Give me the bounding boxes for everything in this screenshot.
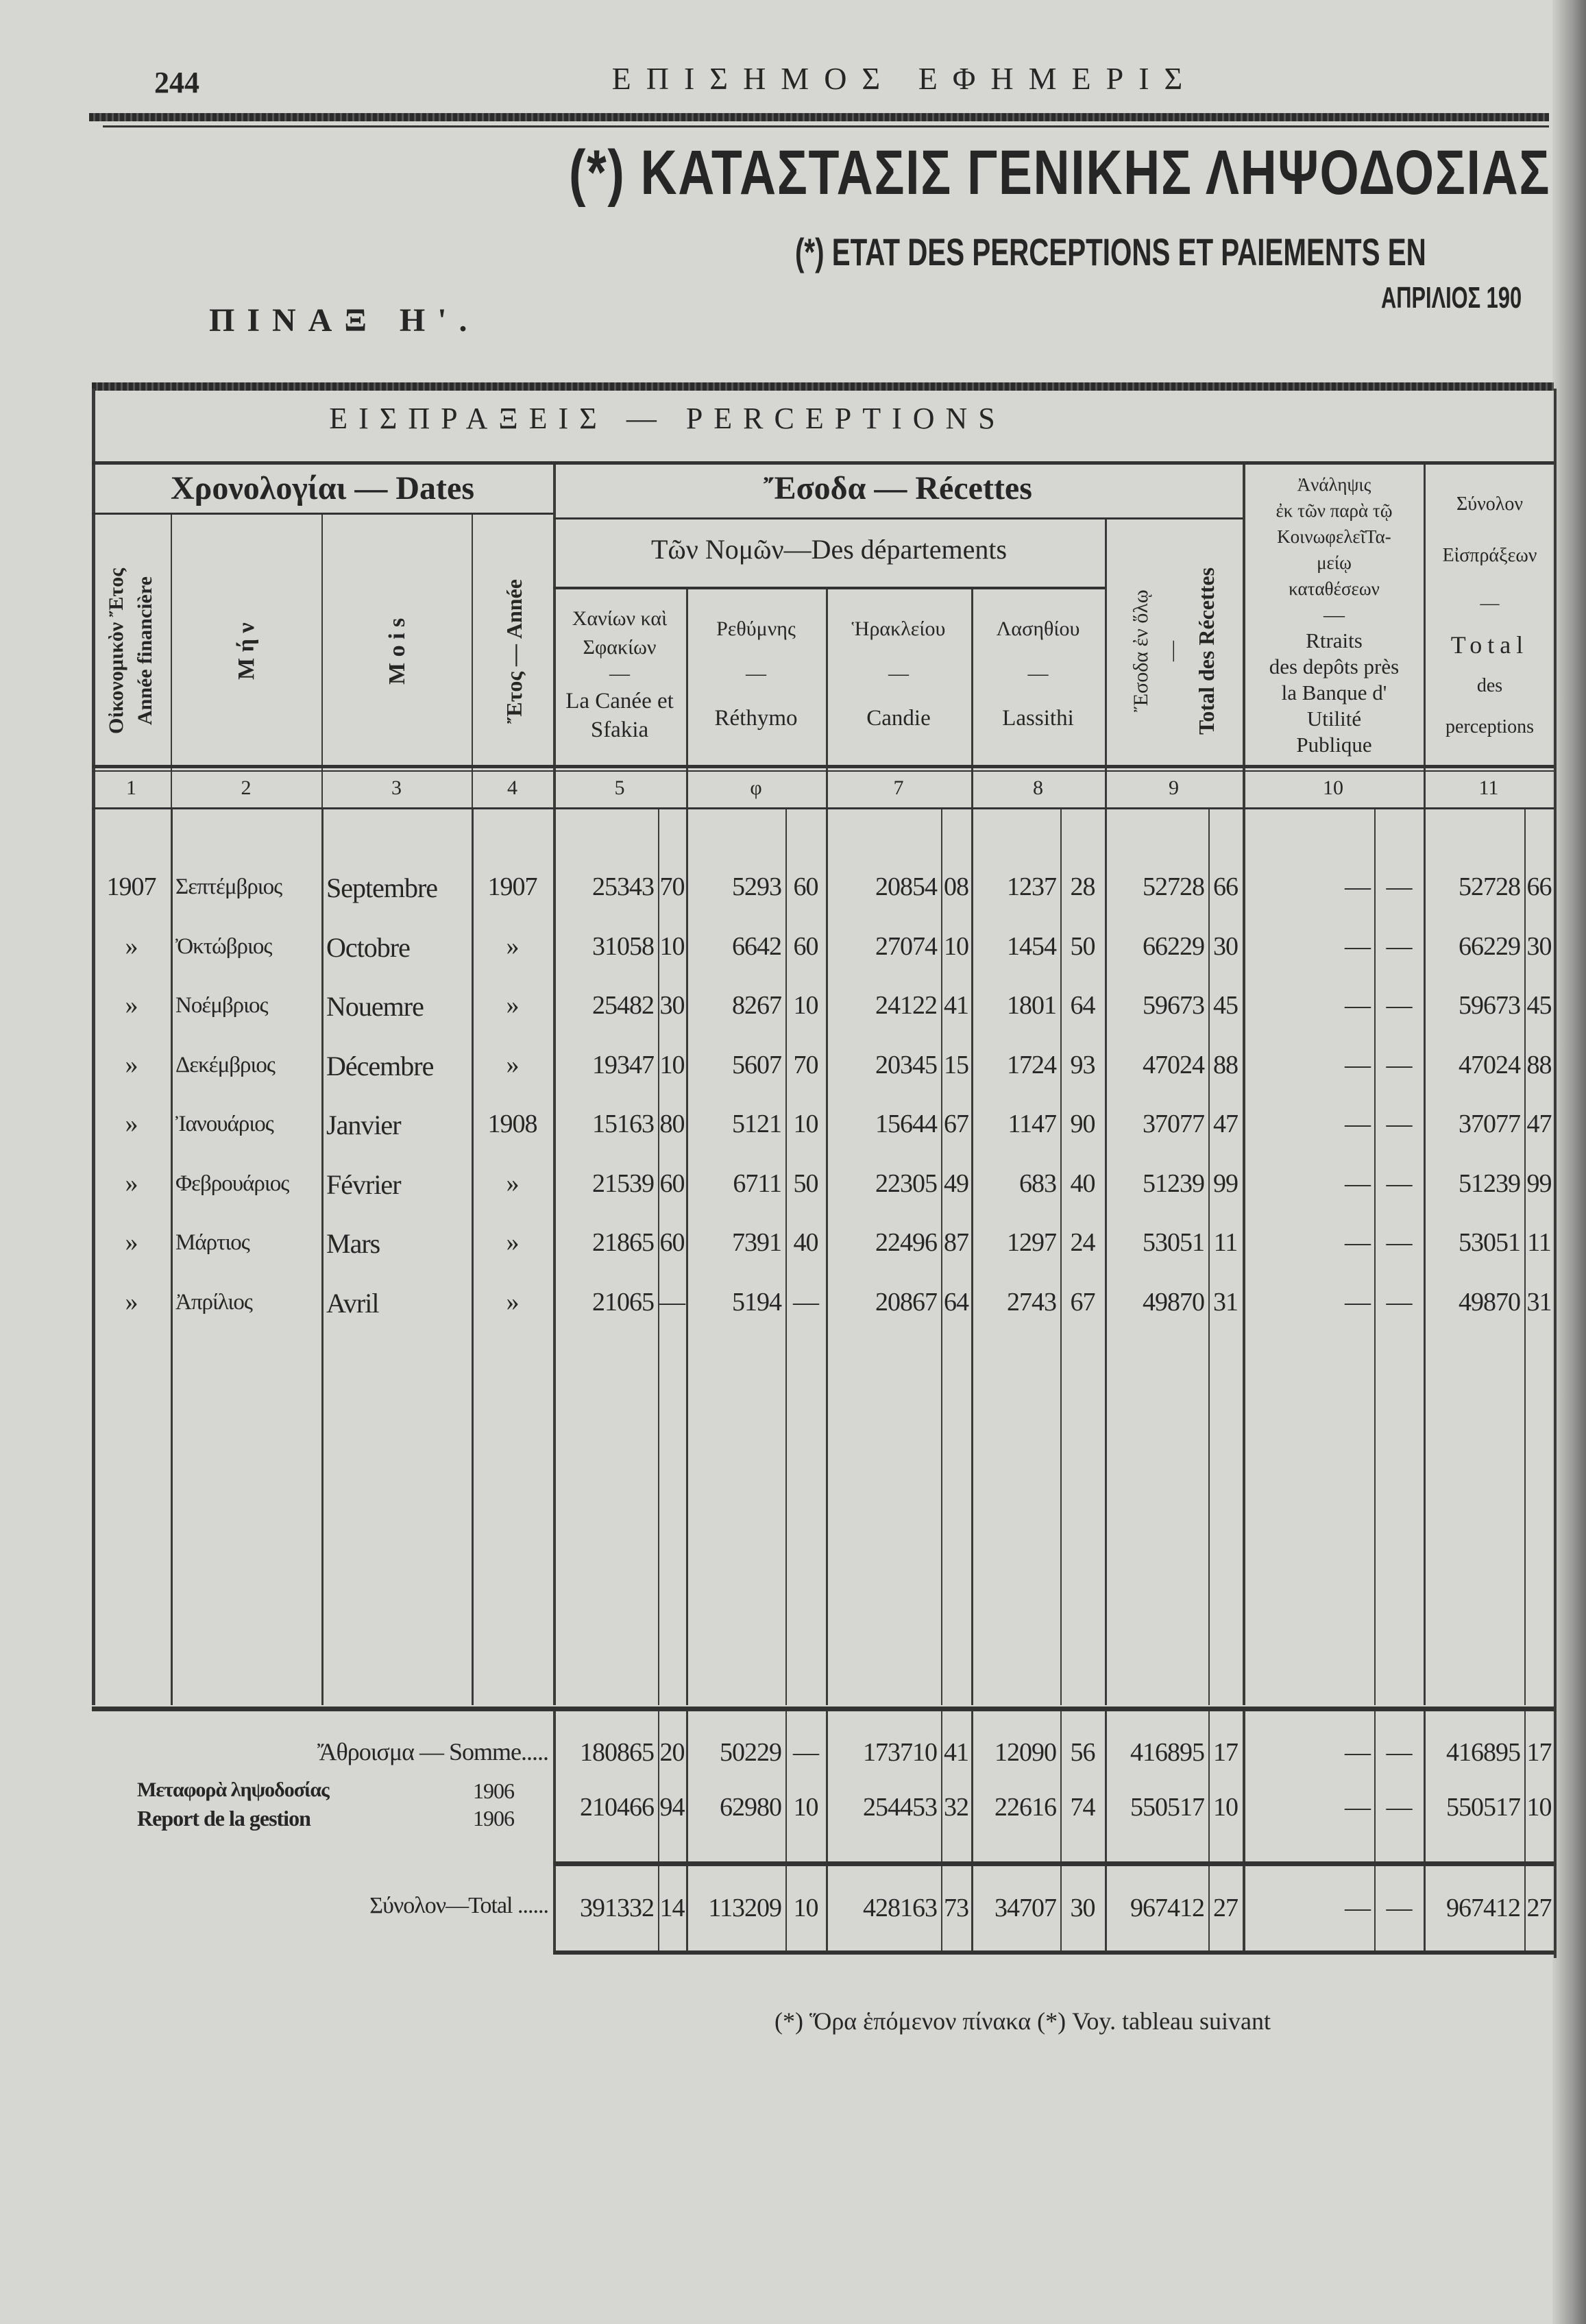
fiscal-year: 1907	[106, 872, 156, 901]
column-number: 8	[1033, 776, 1043, 799]
c8-amount: 1297	[1007, 1228, 1056, 1257]
c7-amount: 20867	[875, 1287, 937, 1317]
c11-cents: 10	[1526, 1793, 1552, 1822]
c7-amount: 20345	[875, 1050, 937, 1079]
c10-cents: —	[1386, 1793, 1412, 1822]
fiscal-year: »	[125, 1228, 138, 1257]
c5-amount: 180865	[580, 1738, 654, 1767]
col10-header-line: la Banque d'	[1281, 681, 1387, 705]
c9-cents: 45	[1213, 991, 1238, 1020]
report-label-greek: Μεταφορὰ ληψοδοσίας	[137, 1778, 329, 1801]
c6-amount: 62980	[720, 1793, 781, 1822]
c6-cents: 10	[793, 1110, 818, 1138]
c7-cents: 67	[944, 1110, 968, 1138]
col9-header-greek: Ἔσοδα ἐν ὅλῳ	[1130, 589, 1152, 713]
c6-amount: 113209	[708, 1894, 781, 1922]
col10-header-line: καταθέσεων	[1289, 578, 1380, 599]
month-french: Nouemre	[326, 991, 424, 1022]
c5-amount: 15163	[592, 1110, 654, 1138]
c6-cents: 10	[793, 1894, 818, 1922]
header-rule-thin	[103, 125, 1549, 127]
col10-header-line: ΚοινωφελεῖΤα-	[1277, 526, 1391, 547]
c8-amount: 34707	[995, 1894, 1056, 1922]
column-number: 7	[893, 776, 904, 799]
c6-cents: 60	[793, 872, 818, 901]
c10-cents: —	[1386, 1169, 1412, 1198]
col10-header-line: Publique	[1296, 733, 1372, 757]
c6-cents: 70	[793, 1050, 818, 1079]
c10-cents: —	[1386, 931, 1412, 961]
period-label: ΑΠΡΙΛΙΟΣ 190	[1381, 281, 1522, 315]
c10-amount: —	[1345, 1793, 1370, 1822]
table-left-border	[92, 389, 95, 1705]
month-french: Octobre	[326, 931, 410, 963]
c5-amount: 21539	[592, 1169, 654, 1198]
receipts-group-heading: Ἔσοδα — Récettes	[764, 470, 1032, 506]
c11-amount: 550517	[1446, 1793, 1520, 1822]
col1-header-greek: Οἰκονομικὸν Ἔτος	[105, 568, 127, 734]
c10-cents: —	[1386, 1050, 1412, 1079]
column-number: φ	[750, 776, 762, 799]
month-french: Février	[326, 1169, 401, 1200]
c6-cents: 10	[793, 1793, 818, 1822]
col10-header-line: Ἀνάληψις	[1297, 474, 1371, 495]
month-french: Septembre	[326, 872, 438, 903]
c11-cents: 45	[1526, 991, 1552, 1020]
month-greek: Ὀκτώβριος	[175, 933, 272, 959]
c5-cents: 94	[659, 1793, 685, 1822]
col9-header-dash: —	[1160, 641, 1183, 661]
c7-cents: 41	[944, 1738, 968, 1767]
col11-header-line: Σύνολον	[1456, 493, 1524, 515]
c11-amount: 49870	[1459, 1287, 1520, 1317]
col10-header-line: —	[1323, 602, 1345, 626]
col7-header-dash: —	[888, 662, 909, 685]
body-bottom-rule	[92, 1707, 1554, 1711]
c11-amount: 66229	[1459, 931, 1520, 961]
c9-amount: 416895	[1130, 1738, 1204, 1767]
fiscal-year: »	[125, 1110, 138, 1138]
c11-cents: 11	[1527, 1228, 1551, 1257]
c8-cents: 24	[1070, 1228, 1095, 1257]
c5-cents: 30	[659, 991, 685, 1020]
c9-amount: 66229	[1143, 931, 1204, 961]
c8-amount: 2743	[1007, 1287, 1056, 1317]
month-french: Mars	[326, 1228, 380, 1259]
c11-cents: 27	[1526, 1894, 1552, 1922]
c5-amount: 25482	[592, 991, 654, 1020]
c8-cents: 90	[1070, 1110, 1095, 1138]
c7-cents: 08	[944, 872, 968, 901]
c6-amount: 5194	[732, 1287, 781, 1317]
running-head: ΕΠΙΣΗΜΟΣ ΕΦΗΜΕΡΙΣ	[611, 61, 1198, 96]
col8-header-dash: —	[1027, 662, 1049, 685]
c7-amount: 428163	[863, 1894, 937, 1922]
c8-cents: 93	[1070, 1050, 1095, 1079]
c5-cents: 10	[659, 931, 685, 961]
table-right-border	[1554, 389, 1557, 1958]
col5-header-french: La Canée et	[565, 689, 674, 713]
c6-amount: 50229	[720, 1738, 781, 1767]
c8-cents: 40	[1070, 1169, 1095, 1198]
col11-header-line: perceptions	[1445, 716, 1535, 737]
col7-header-greek: Ἡρακλείου	[851, 617, 946, 640]
c6-amount: 6711	[733, 1169, 781, 1198]
c8-amount: 1724	[1007, 1050, 1056, 1079]
col10-header-line: Utilité	[1306, 707, 1362, 731]
column-number: 10	[1323, 776, 1343, 799]
col11-header-line: des	[1476, 675, 1503, 696]
c9-cents: 17	[1213, 1738, 1238, 1767]
c11-cents: 30	[1526, 931, 1552, 961]
col5-header-french: Sfakia	[590, 718, 649, 742]
receipts-group-rule	[553, 517, 1243, 519]
c9-cents: 11	[1213, 1228, 1238, 1257]
col6-header-dash: —	[746, 662, 766, 685]
c10-cents: —	[1386, 872, 1412, 901]
table-top-rule	[92, 382, 1554, 391]
c11-cents: 31	[1526, 1287, 1552, 1317]
c11-cents: 88	[1526, 1050, 1552, 1079]
month-greek: Δεκέμβριος	[175, 1052, 275, 1077]
col1-header-french: Année financière	[134, 576, 156, 726]
col6-header-french: Réthymo	[714, 706, 798, 731]
c9-cents: 10	[1213, 1793, 1238, 1822]
c10-cents: —	[1386, 1228, 1412, 1257]
c9-amount: 49870	[1143, 1287, 1204, 1317]
year: »	[506, 1228, 519, 1257]
c5-amount: 25343	[592, 872, 654, 901]
body-column-rule	[171, 809, 173, 1705]
c8-cents: 56	[1070, 1738, 1095, 1767]
c11-amount: 59673	[1459, 991, 1520, 1020]
body-column-rule	[321, 809, 324, 1705]
c7-amount: 22496	[875, 1228, 937, 1257]
c7-amount: 27074	[875, 931, 937, 961]
total-bottom-rule	[553, 1950, 1554, 1955]
c9-cents: 31	[1213, 1287, 1238, 1317]
c11-cents: 99	[1526, 1169, 1552, 1198]
col2-header: Μ ή ν	[234, 622, 259, 680]
c8-amount: 683	[1019, 1169, 1056, 1198]
col3-header: M o i s	[385, 617, 410, 685]
c6-amount: 8267	[732, 991, 781, 1020]
c10-amount: —	[1345, 1738, 1370, 1767]
col11-header-line: —	[1480, 593, 1500, 614]
year: 1907	[487, 872, 537, 901]
c9-cents: 88	[1213, 1050, 1238, 1079]
c9-cents: 27	[1213, 1894, 1238, 1922]
c10-amount: —	[1345, 991, 1370, 1020]
c9-cents: 30	[1213, 931, 1238, 961]
c6-cents: —	[793, 1738, 818, 1767]
header-bottom-rule	[92, 765, 1554, 768]
departments-heading: Τῶν Νομῶν—Des départements	[650, 534, 1008, 565]
c9-amount: 47024	[1143, 1050, 1204, 1079]
c8-amount: 1454	[1007, 931, 1056, 961]
month-greek: Μάρτιος	[175, 1230, 249, 1255]
col5-header-dash: —	[609, 662, 630, 685]
c10-cents: —	[1386, 1287, 1412, 1317]
c8-cents: 74	[1070, 1793, 1095, 1822]
year: 1908	[487, 1110, 537, 1138]
c5-cents: 20	[659, 1738, 685, 1767]
c9-amount: 53051	[1143, 1228, 1204, 1257]
colnum-bottom-rule	[92, 807, 1554, 809]
c7-amount: 24122	[875, 991, 937, 1020]
c8-amount: 1801	[1007, 991, 1056, 1020]
section-title: ΕΙΣΠΡΑΞΕΙΣ — PERCEPTIONS	[329, 402, 1006, 435]
column-number: 2	[241, 776, 252, 799]
c9-cents: 66	[1213, 872, 1238, 901]
month-greek: Ἀπρίλιος	[175, 1289, 252, 1314]
title-greek: (*) ΚΑΤΑΣΤΑΣΙΣ ΓΕΝΙΚΗΣ ΛΗΨΟΔΟΣΙΑΣ	[569, 138, 1551, 208]
header-rule-top	[92, 461, 1554, 465]
c8-amount: 1147	[1008, 1110, 1056, 1138]
month-greek: Ἰανουάριος	[175, 1112, 273, 1136]
fiscal-year: »	[125, 1169, 138, 1198]
c5-cents: 80	[659, 1110, 685, 1138]
c6-amount: 7391	[732, 1228, 781, 1257]
c11-cents: 47	[1526, 1110, 1552, 1138]
fiscal-year: »	[125, 1287, 138, 1317]
c11-amount: 53051	[1459, 1228, 1520, 1257]
c7-cents: 32	[944, 1793, 968, 1822]
c11-cents: 17	[1526, 1738, 1552, 1767]
col6-header-greek: Ρεθύμνης	[716, 617, 796, 640]
month-greek: Νοέμβριος	[175, 993, 268, 1018]
c11-amount: 416895	[1446, 1738, 1520, 1767]
total-label: Σύνολον—Total ......	[369, 1893, 548, 1918]
fiscal-year: »	[125, 1050, 138, 1079]
c6-cents: 10	[793, 991, 818, 1020]
c11-amount: 51239	[1459, 1169, 1520, 1198]
c11-amount: 967412	[1446, 1894, 1520, 1922]
header-bottom-rule-2	[92, 770, 1554, 772]
column-number: 11	[1478, 776, 1499, 799]
c9-amount: 52728	[1143, 872, 1204, 901]
page-number: 244	[154, 66, 199, 99]
c5-cents: —	[659, 1287, 685, 1317]
c9-amount: 37077	[1143, 1110, 1204, 1138]
col7-header-french: Candie	[866, 706, 931, 731]
footnote: (*) Ὅρα ἑπόμενον πίνακα (*) Voy. tableau suivant	[774, 2007, 1271, 2035]
c5-cents: 70	[659, 872, 685, 901]
c5-amount: 19347	[592, 1050, 654, 1079]
c11-amount: 37077	[1459, 1110, 1520, 1138]
c10-amount: —	[1345, 872, 1370, 901]
report-year-greek: 1906	[473, 1778, 514, 1803]
c6-amount: 5121	[732, 1110, 781, 1138]
c11-amount: 52728	[1459, 872, 1520, 901]
c6-amount: 6642	[732, 931, 781, 961]
month-greek: Φεβρουάριος	[175, 1171, 289, 1196]
c7-cents: 41	[944, 991, 968, 1020]
col8-header-french: Lassithi	[1002, 706, 1074, 731]
summary-rule	[553, 1861, 1554, 1866]
dates-group-heading: Χρονολογίαι — Dates	[170, 470, 474, 506]
col9-header-french: Total des Récettes	[1194, 567, 1219, 735]
c9-amount: 550517	[1130, 1793, 1204, 1822]
c5-cents: 10	[659, 1050, 685, 1079]
c5-amount: 391332	[580, 1894, 654, 1922]
year: »	[506, 1169, 519, 1198]
month-french: Avril	[326, 1287, 379, 1319]
c7-amount: 15644	[875, 1110, 937, 1138]
c11-cents: 66	[1526, 872, 1552, 901]
column-number: 9	[1169, 776, 1179, 799]
c5-cents: 60	[659, 1228, 685, 1257]
year: »	[506, 1050, 519, 1079]
c5-cents: 14	[659, 1894, 685, 1922]
month-french: Janvier	[326, 1110, 401, 1140]
c10-cents: —	[1386, 1738, 1412, 1767]
c10-amount: —	[1345, 1287, 1370, 1317]
c7-amount: 254453	[863, 1793, 937, 1822]
c10-amount: —	[1345, 1228, 1370, 1257]
c10-cents: —	[1386, 991, 1412, 1020]
month-greek: Σεπτέμβριος	[175, 874, 282, 899]
c7-amount: 173710	[863, 1738, 937, 1767]
table-label: ΠΙΝΑΞ Η'.	[209, 302, 480, 339]
c6-cents: —	[793, 1287, 818, 1317]
column-number: 4	[507, 776, 517, 799]
c7-amount: 20854	[875, 872, 937, 901]
c9-cents: 99	[1213, 1169, 1238, 1198]
col10-header-line: μείῳ	[1317, 552, 1352, 573]
c10-amount: —	[1345, 1110, 1370, 1138]
c5-cents: 60	[659, 1169, 685, 1198]
c8-amount: 12090	[995, 1738, 1056, 1767]
c6-cents: 40	[793, 1228, 818, 1257]
c10-cents: —	[1386, 1894, 1412, 1922]
c6-amount: 5293	[732, 872, 781, 901]
report-label-french: Report de la gestion	[137, 1806, 310, 1831]
departments-rule	[553, 587, 1105, 589]
year: »	[506, 1287, 519, 1317]
report-year-french: 1906	[473, 1806, 514, 1831]
c10-amount: —	[1345, 1050, 1370, 1079]
c8-amount: 1237	[1007, 872, 1056, 901]
fiscal-year: »	[125, 991, 138, 1020]
column-number: 3	[391, 776, 402, 799]
c11-amount: 47024	[1459, 1050, 1520, 1079]
col11-header-line: Total	[1450, 631, 1529, 659]
title-french: (*) ETAT DES PERCEPTIONS ET PAIEMENTS EN	[795, 230, 1426, 273]
c7-cents: 15	[944, 1050, 968, 1079]
col8-header-greek: Λασηθίου	[996, 617, 1080, 640]
year: »	[506, 931, 519, 961]
header-rule	[89, 113, 1549, 121]
c8-cents: 67	[1070, 1287, 1095, 1317]
c8-cents: 28	[1070, 872, 1095, 901]
c6-cents: 50	[793, 1169, 818, 1198]
c9-amount: 59673	[1143, 991, 1204, 1020]
col10-header-line: des depôts près	[1269, 655, 1400, 678]
c6-cents: 60	[793, 931, 818, 961]
c7-cents: 64	[944, 1287, 968, 1317]
col10-header-line: ἐκ τῶν παρὰ τῷ	[1276, 500, 1393, 521]
c6-amount: 5607	[732, 1050, 781, 1079]
col5-header-greek: Χανίων καὶ	[572, 607, 668, 630]
c10-cents: —	[1386, 1110, 1412, 1138]
year: »	[506, 991, 519, 1020]
c10-amount: —	[1345, 1894, 1370, 1922]
c7-cents: 10	[944, 931, 968, 961]
c5-amount: 21065	[592, 1287, 654, 1317]
fiscal-year: »	[125, 931, 138, 961]
col4-header: Ἔτος — Année	[502, 578, 526, 724]
col10-header-line: Rtraits	[1306, 628, 1363, 652]
column-number: 1	[126, 776, 136, 799]
column-number: 5	[614, 776, 625, 799]
dates-group-rule	[92, 513, 553, 515]
c9-amount: 967412	[1130, 1894, 1204, 1922]
c10-amount: —	[1345, 1169, 1370, 1198]
c8-cents: 50	[1070, 931, 1095, 961]
c8-amount: 22616	[995, 1793, 1056, 1822]
col5-header-greek: Σφακίων	[583, 636, 657, 659]
c9-amount: 51239	[1143, 1169, 1204, 1198]
month-french: Décembre	[326, 1050, 434, 1081]
col11-header-line: Εἰσπράξεων	[1442, 545, 1537, 566]
c10-amount: —	[1345, 931, 1370, 961]
c7-cents: 87	[944, 1228, 968, 1257]
c5-amount: 210466	[580, 1793, 654, 1822]
c5-amount: 31058	[592, 931, 654, 961]
somme-label: Ἄθροισμα — Somme.....	[317, 1738, 548, 1765]
c5-amount: 21865	[592, 1228, 654, 1257]
page-edge-shadow	[1552, 0, 1586, 2324]
c7-cents: 73	[944, 1894, 968, 1922]
c9-cents: 47	[1213, 1110, 1238, 1138]
c7-amount: 22305	[875, 1169, 937, 1198]
c7-cents: 49	[944, 1169, 968, 1198]
c8-cents: 30	[1070, 1894, 1095, 1922]
c8-cents: 64	[1070, 991, 1095, 1020]
